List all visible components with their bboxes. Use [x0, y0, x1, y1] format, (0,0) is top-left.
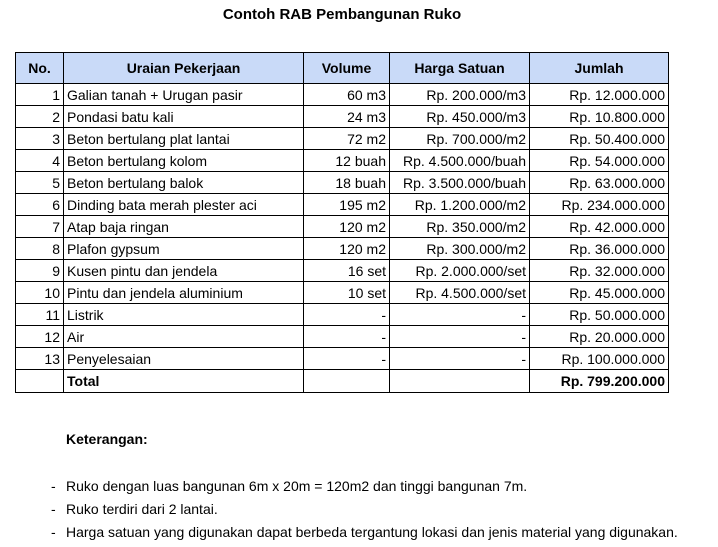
row-volume: 72 m2: [304, 128, 390, 150]
notes-list: [51, 478, 678, 547]
table-row: [16, 260, 669, 282]
row-jumlah: Rp. 234.000.000: [530, 194, 669, 216]
row-volume: -: [304, 348, 390, 370]
table-header-row: [16, 53, 669, 84]
row-harga-satuan: Rp. 350.000/m2: [390, 216, 530, 238]
table-row: [16, 194, 669, 216]
row-no: 9: [16, 260, 64, 282]
header-uraian: Uraian Pekerjaan: [64, 53, 304, 84]
table-row: [16, 84, 669, 106]
table-row: [16, 326, 669, 348]
row-uraian: Pintu dan jendela aluminium: [64, 282, 304, 304]
table-row: [16, 238, 669, 260]
rab-table: [15, 52, 669, 393]
header-jumlah: Jumlah: [530, 53, 669, 84]
row-uraian: Atap baja ringan: [64, 216, 304, 238]
row-jumlah: Rp. 50.400.000: [530, 128, 669, 150]
total-no-cell: [16, 370, 64, 393]
row-jumlah: Rp. 10.800.000: [530, 106, 669, 128]
note-text: Ruko dengan luas bangunan 6m x 20m = 120m2 dan tinggi bangunan 7m.: [66, 478, 528, 494]
row-harga-satuan: Rp. 450.000/m3: [390, 106, 530, 128]
row-volume: 120 m2: [304, 238, 390, 260]
row-uraian: Kusen pintu dan jendela: [64, 260, 304, 282]
table-row: [16, 128, 669, 150]
row-jumlah: Rp. 50.000.000: [530, 304, 669, 326]
row-no: 2: [16, 106, 64, 128]
header-harga-satuan: Harga Satuan: [390, 53, 530, 84]
note-bullet: -: [51, 524, 56, 540]
row-harga-satuan: Rp. 3.500.000/buah: [390, 172, 530, 194]
row-harga-satuan: Rp. 4.500.000/buah: [390, 150, 530, 172]
table-row: [16, 282, 669, 304]
row-no: 10: [16, 282, 64, 304]
row-harga-satuan: -: [390, 326, 530, 348]
row-volume: -: [304, 326, 390, 348]
table-row: [16, 150, 669, 172]
header-no: No.: [16, 53, 64, 84]
row-uraian: Beton bertulang plat lantai: [64, 128, 304, 150]
row-uraian: Dinding bata merah plester aci: [64, 194, 304, 216]
row-jumlah: Rp. 20.000.000: [530, 326, 669, 348]
row-jumlah: Rp. 45.000.000: [530, 282, 669, 304]
row-volume: 12 buah: [304, 150, 390, 172]
row-volume: 60 m3: [304, 84, 390, 106]
row-no: 11: [16, 304, 64, 326]
row-no: 6: [16, 194, 64, 216]
row-no: 1: [16, 84, 64, 106]
row-no: 13: [16, 348, 64, 370]
row-harga-satuan: Rp. 4.500.000/set: [390, 282, 530, 304]
table-row: [16, 216, 669, 238]
header-volume: Volume: [304, 53, 390, 84]
row-uraian: Galian tanah + Urugan pasir: [64, 84, 304, 106]
row-uraian: Beton bertulang balok: [64, 172, 304, 194]
row-no: 5: [16, 172, 64, 194]
table-row: [16, 106, 669, 128]
row-no: 4: [16, 150, 64, 172]
note-text: Harga satuan yang digunakan dapat berbeda tergantung lokasi dan jenis material yang digunakan.: [66, 524, 678, 540]
total-volume-cell: [304, 370, 390, 393]
row-uraian: Pondasi batu kali: [64, 106, 304, 128]
row-volume: 16 set: [304, 260, 390, 282]
table-row: [16, 304, 669, 326]
row-uraian: Air: [64, 326, 304, 348]
table-row: [16, 172, 669, 194]
row-no: 8: [16, 238, 64, 260]
row-jumlah: Rp. 63.000.000: [530, 172, 669, 194]
row-uraian: Beton bertulang kolom: [64, 150, 304, 172]
row-jumlah: Rp. 32.000.000: [530, 260, 669, 282]
table-body: [16, 84, 669, 370]
row-jumlah: Rp. 100.000.000: [530, 348, 669, 370]
total-label: Total: [64, 370, 304, 393]
row-volume: 10 set: [304, 282, 390, 304]
total-row: [16, 370, 669, 393]
row-harga-satuan: Rp. 300.000/m2: [390, 238, 530, 260]
row-volume: 120 m2: [304, 216, 390, 238]
notes-title: Keterangan:: [66, 431, 148, 447]
row-uraian: Listrik: [64, 304, 304, 326]
row-harga-satuan: -: [390, 304, 530, 326]
row-harga-satuan: -: [390, 348, 530, 370]
row-no: 3: [16, 128, 64, 150]
table-row: [16, 348, 669, 370]
row-uraian: Plafon gypsum: [64, 238, 304, 260]
total-harga-cell: [390, 370, 530, 393]
note-bullet: -: [51, 478, 56, 494]
note-bullet: -: [51, 501, 56, 517]
row-harga-satuan: Rp. 1.200.000/m2: [390, 194, 530, 216]
row-uraian: Penyelesaian: [64, 348, 304, 370]
row-volume: -: [304, 304, 390, 326]
note-item: [51, 501, 678, 524]
row-volume: 18 buah: [304, 172, 390, 194]
row-volume: 24 m3: [304, 106, 390, 128]
row-jumlah: Rp. 12.000.000: [530, 84, 669, 106]
row-harga-satuan: Rp. 700.000/m2: [390, 128, 530, 150]
document-title: Contoh RAB Pembangunan Ruko: [222, 6, 462, 23]
note-item: [51, 478, 678, 501]
row-harga-satuan: Rp. 200.000/m3: [390, 84, 530, 106]
row-harga-satuan: Rp. 2.000.000/set: [390, 260, 530, 282]
row-jumlah: Rp. 54.000.000: [530, 150, 669, 172]
row-jumlah: Rp. 36.000.000: [530, 238, 669, 260]
row-volume: 195 m2: [304, 194, 390, 216]
row-no: 7: [16, 216, 64, 238]
row-jumlah: Rp. 42.000.000: [530, 216, 669, 238]
row-no: 12: [16, 326, 64, 348]
note-text: Ruko terdiri dari 2 lantai.: [66, 501, 218, 517]
total-jumlah: Rp. 799.200.000: [530, 370, 669, 393]
